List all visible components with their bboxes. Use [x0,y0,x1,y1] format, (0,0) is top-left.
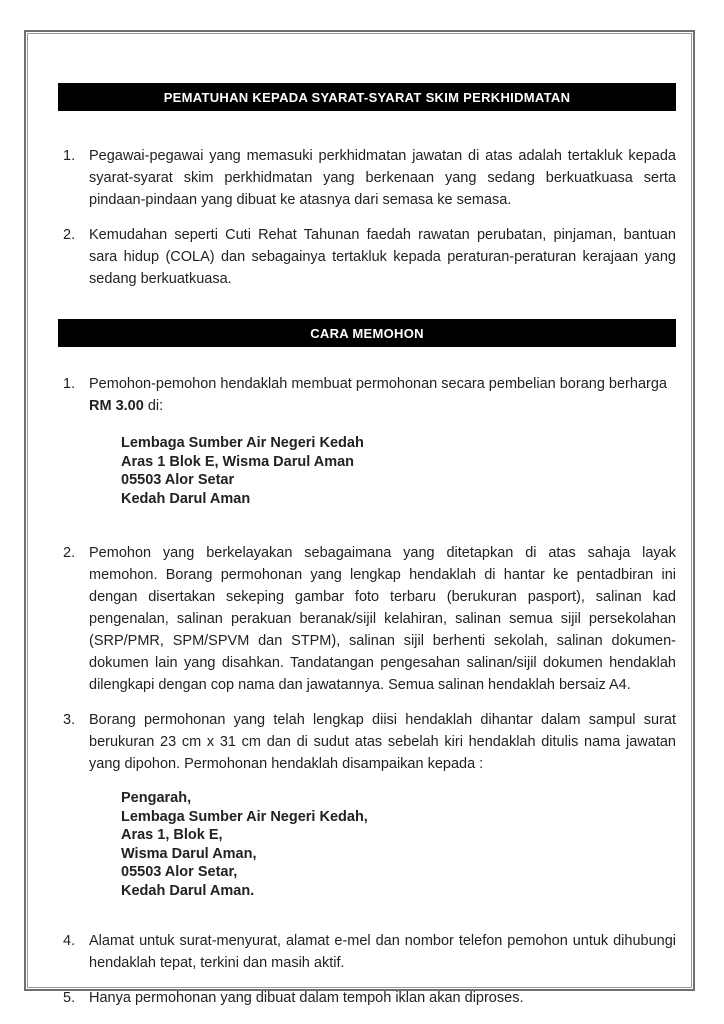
apply-item-3-number: 3. [63,712,76,728]
apply-item-2 [58,542,676,696]
section-header-cara-memohon [58,319,676,347]
mailing-address-line-6: Kedah Darul Aman. [121,882,255,899]
apply-item-3-paragraph: Borang permohonan yang telah lengkap diisi hendaklah dihantar dalam sampul surat berukuran 23 cm x 31 cm dan di sudut atas sebelah kiri hendaklah ditulis nama jawatan yang dipohon. Permohonan hendaklah disampaikan kepada : [89,712,676,772]
mailing-address-block [121,789,676,900]
section-header-pematuhan-label: PEMATUHAN KEPADA SYARAT-SYARAT SKIM PERKHIDMATAN [163,89,571,105]
compliance-item-1 [58,145,676,211]
compliance-item-2-number: 2. [63,227,76,243]
document-page-border [24,30,695,1006]
apply-item-1-text-before: Pemohon-pemohon hendaklah membuat permohonan secara pembelian borang berharga [89,376,667,392]
apply-item-4-number: 4. [63,933,76,949]
mailing-address-line-5: 05503 Alor Setar, [121,864,238,880]
apply-item-2-text: Pemohon yang berkelayakan sebagaimana yang ditetapkan di atas sahaja layak memohon. Borang permohonan yang lengkap hendaklah di hantar ke pentadbiran ini dengan disertakan sekeping gambar foto terbaru (berukuran pasport), salinan kad pengenalan, salinan perakuan beranak/sijil kelahiran, salinan semua sijil persekolahan (SRP/PMR, SPM/SPVM dan STPM), salinan sijil berhenti sekolah, salinan dokumen-dokumen lain yang disahkan. Tandatangan pengesahan salinan/sijil dokumen hendaklah dilengkapi dengan cop nama dan jawatannya. Semua salinan hendaklah bersaiz A4. [89,545,676,693]
compliance-item-2-text: Kemudahan seperti Cuti Rehat Tahunan faedah rawatan perubatan, pinjaman, bantuan sara hidup (COLA) dan sebagainya tertakluk kepada peraturan-peraturan kerajaan yang sedang berkuatkuasa. [89,227,676,287]
document-page [27,33,692,1006]
purchase-address-line-3: 05503 Alor Setar [121,472,235,488]
apply-item-4 [58,930,676,974]
apply-item-5-text: Hanya permohonan yang dibuat dalam tempoh iklan akan diproses. [89,990,524,1006]
apply-item-1-text-after: di: [147,398,164,414]
mailing-address-line-1: Pengarah, [121,790,192,806]
compliance-item-2 [58,224,676,290]
section-header-cara-memohon-label: CARA MEMOHON [310,325,424,341]
apply-item-5 [58,987,676,1009]
purchase-address-block [121,434,676,508]
mailing-address-line-3: Aras 1, Blok E, [121,827,223,843]
apply-item-1-text [89,373,676,529]
purchase-address-line-4: Kedah Darul Aman [121,490,251,507]
compliance-item-1-text: Pegawai-pegawai yang memasuki perkhidmatan jawatan di atas adalah tertakluk kepada syarat-syarat skim perkhidmatan yang berkenaan yang sedang berkuatkuasa serta pindaan-pindaan yang dibuat ke atasnya dari semasa ke semasa. [89,148,676,208]
compliance-item-1-number: 1. [63,148,76,164]
apply-item-3 [58,709,676,917]
apply-item-2-number: 2. [63,545,76,561]
apply-item-5-number: 5. [63,990,76,1006]
apply-item-3-text [89,709,676,917]
section-header-pematuhan [58,83,676,111]
apply-item-1 [58,373,676,529]
mailing-address-line-4: Wisma Darul Aman, [121,845,257,862]
purchase-address-line-2: Aras 1 Blok E, Wisma Darul Aman [121,453,355,470]
apply-item-1-number: 1. [63,376,76,392]
apply-item-4-text: Alamat untuk surat-menyurat, alamat e-mel dan nombor telefon pemohon untuk dihubungi hendaklah tepat, terkini dan masih aktif. [89,933,676,971]
apply-item-1-price: RM 3.00 [89,398,144,414]
purchase-address-line-1: Lembaga Sumber Air Negeri Kedah [121,435,364,451]
mailing-address-line-2: Lembaga Sumber Air Negeri Kedah, [121,808,368,825]
